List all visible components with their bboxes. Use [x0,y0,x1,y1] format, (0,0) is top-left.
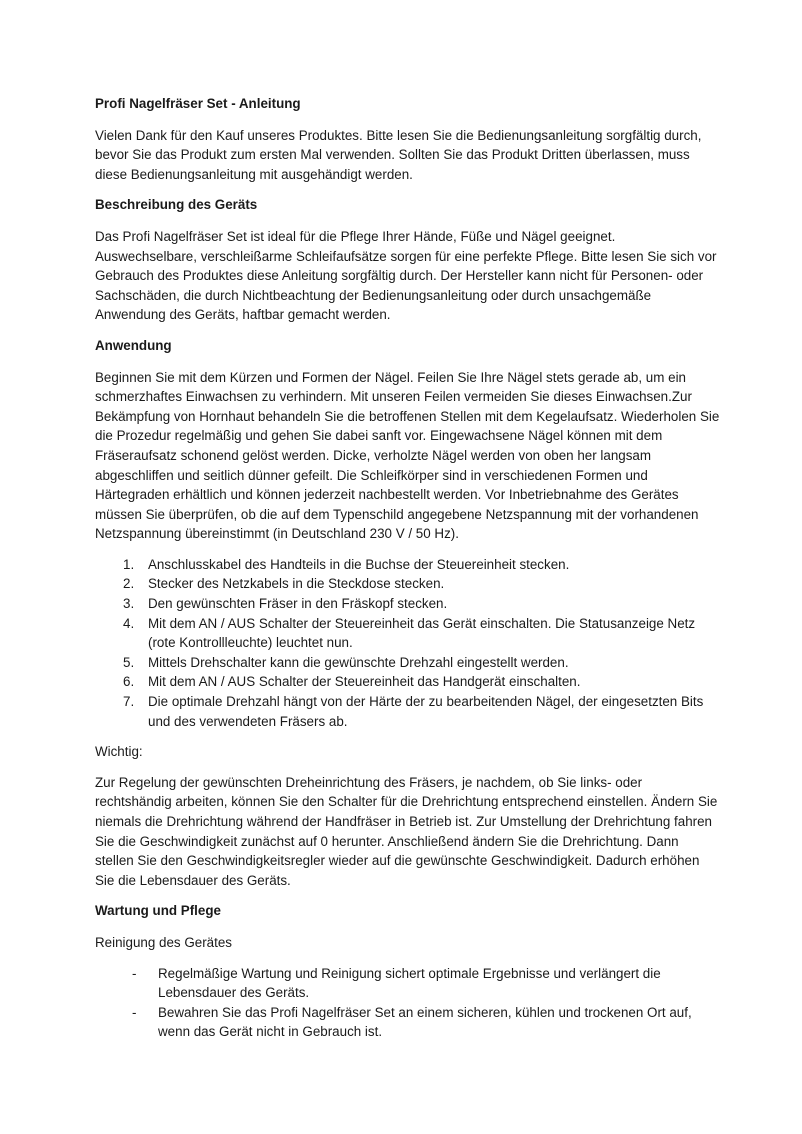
step-text: Stecker des Netzkabels in die Steckdose stecken. [148,576,445,592]
document-page [95,94,720,1042]
step-number: 5. [123,654,135,670]
step-text: Mit dem AN / AUS Schalter der Steuereinheit das Handgerät einschalten. [148,674,581,690]
step-number: 1. [123,556,135,572]
bullet-dash: - [132,965,137,981]
step-number: 6. [123,674,135,690]
usage-steps-list [95,555,720,731]
step-text: Mittels Drehschalter kann die gewünschte Drehzahl eingestellt werden. [148,654,569,670]
list-item [95,555,720,575]
intro-paragraph: Vielen Dank für den Kauf unseres Produktes. Bitte lesen Sie die Bedienungsanleitung sorgfältig durch, bevor Sie das Produkt zum ersten Mal verwenden. Sollten Sie das Produkt Dritten überlassen, muss diese Bedienungsanleitung mit ausgehändigt werden. [95,127,702,182]
important-paragraph: Zur Regelung der gewünschten Dreheinrichtung des Fräsers, je nachdem, ob Sie links- oder rechtshändig arbeiten, können Sie den Schalter für die Drehrichtung entsprechend einstellen. Ändern Sie niemals die Drehrichtung während der Handfräser in Betrieb ist. Zur Umstellung der Drehrichtung fahren Sie die Geschwindigkeit zunächst auf 0 herunter. Anschließend ändern Sie die Drehrichtung. Dann stellen Sie den Geschwindigkeitsregler wieder auf die gewünschte Geschwindigkeit. Dadurch erhöhen Sie die Lebensdauer des Geräts. [95,774,718,888]
step-text: Den gewünschten Fräser in den Fräskopf stecken. [148,596,448,612]
step-number: 4. [123,615,135,631]
list-item [95,653,720,673]
description-paragraph: Das Profi Nagelfräser Set ist ideal für die Pflege Ihrer Hände, Füße und Nägel geeignet. Auswechselbare, verschleißarme Schleifaufsätze sorgen für eine perfekte Pflege. Bitte lesen Sie sich vor Gebrauch des Produktes diese Anleitung sorgfältig durch. Der Hersteller kann nicht für Personen- oder Sachschäden, die durch Nichtbeachtung der Bedienungsanleitung oder durch unsachgemäße Anwendung des Geräts, haftbar gemacht werden. [95,228,717,323]
usage-heading: Anwendung [95,337,172,353]
list-item [95,1003,720,1042]
usage-paragraph: Beginnen Sie mit dem Kürzen und Formen der Nägel. Feilen Sie Ihre Nägel stets gerade ab, um ein schmerzhaftes Einwachsen zu verhindern. Mit unseren Feilen vermeiden Sie dieses Einwachsen.Zur Bekämpfung von Hornhaut behandeln Sie die betroffenen Stellen mit dem Kegelaufsatz. Wiederholen Sie die Prozedur regelmäßig und gehen Sie dabei sanft vor. Eingewachsene Nägel können mit dem Fräseraufsatz schonend gelöst werden. Dicke, verholzte Nägel werden von oben her langsam abgeschliffen und seitlich dünner gefeilt. Die Schleifkörper sind in verschiedenen Formen und Härtegraden erhältlich und können jederzeit nachbestellt werden. Vor Inbetriebnahme des Gerätes müssen Sie überprüfen, ob die auf dem Typenschild angegebene Netzspannung mit der vorhandenen Netzspannung übereinstimmt (in Deutschland 230 V / 50 Hz). [95,369,720,542]
step-number: 3. [123,596,135,612]
list-item [95,594,720,614]
maintenance-heading: Wartung und Pflege [95,903,221,919]
maintenance-bullet-list [95,964,720,1042]
cleaning-subheading: Reinigung des Gerätes [95,934,232,950]
bullet-dash: - [132,1004,137,1020]
step-text: Mit dem AN / AUS Schalter der Steuereinheit das Gerät einschalten. Die Statusanzeige Netz (rote Kontrollleuchte) leuchtet nun. [148,615,696,651]
important-label: Wichtig: [95,744,143,760]
list-item [95,614,720,653]
step-number: 7. [123,694,135,710]
bullet-text: Regelmäßige Wartung und Reinigung sichert optimale Ergebnisse und verlängert die Lebensdauer des Geräts. [158,965,661,1001]
step-number: 2. [123,576,135,592]
list-item [95,574,720,594]
bullet-text: Bewahren Sie das Profi Nagelfräser Set an einem sicheren, kühlen und trockenen Ort auf, wenn das Gerät nicht in Gebrauch ist. [158,1004,692,1040]
description-heading: Beschreibung des Geräts [95,197,258,213]
list-item [95,672,720,692]
document-title: Profi Nagelfräser Set - Anleitung [95,96,301,111]
list-item [95,964,720,1003]
step-text: Anschlusskabel des Handteils in die Buchse der Steuereinheit stecken. [148,556,570,572]
list-item [95,692,720,731]
step-text: Die optimale Drehzahl hängt von der Härte der zu bearbeitenden Nägel, der eingesetzten Bits und des verwendeten Fräsers ab. [148,694,704,729]
